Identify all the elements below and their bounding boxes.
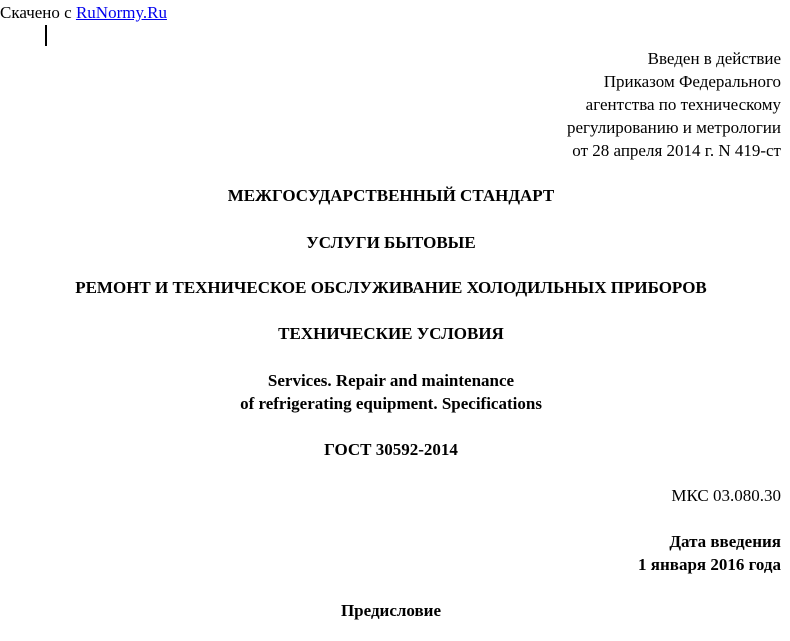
- enactment-line: Введен в действие: [647, 49, 781, 68]
- enactment-line: Приказом Федерального: [603, 72, 781, 91]
- source-prefix: Скачено с: [0, 3, 72, 22]
- source-link[interactable]: RuNormy.Ru: [75, 3, 167, 22]
- document-subtitle: ТЕХНИЧЕСКИЕ УСЛОВИЯ: [278, 324, 504, 343]
- category-heading: УСЛУГИ БЫТОВЫЕ: [306, 233, 476, 252]
- document-title: РЕМОНТ И ТЕХНИЧЕСКОЕ ОБСЛУЖИВАНИЕ ХОЛОДИЛЬНЫХ ПРИБОРОВ: [75, 278, 707, 297]
- effective-date-label: Дата введения: [669, 532, 781, 551]
- english-title-line-2: of refrigerating equipment. Specifications: [240, 394, 542, 413]
- effective-date-value: 1 января 2016 года: [638, 555, 781, 574]
- standard-type-heading: МЕЖГОСУДАРСТВЕННЫЙ СТАНДАРТ: [227, 186, 555, 205]
- text-cursor: [45, 25, 47, 46]
- mks-code: МКС 03.080.30: [671, 486, 781, 505]
- enactment-line: агентства по техническому: [585, 95, 781, 114]
- gost-number: ГОСТ 30592-2014: [324, 440, 458, 459]
- enactment-block: [567, 47, 781, 162]
- enactment-line: от 28 апреля 2014 г. N 419-ст: [572, 141, 781, 160]
- enactment-line: регулированию и метрологии: [566, 118, 781, 137]
- source-note: [0, 3, 167, 23]
- english-title-line-1: Services. Repair and maintenance: [267, 371, 515, 390]
- foreword-heading: Предисловие: [340, 601, 442, 620]
